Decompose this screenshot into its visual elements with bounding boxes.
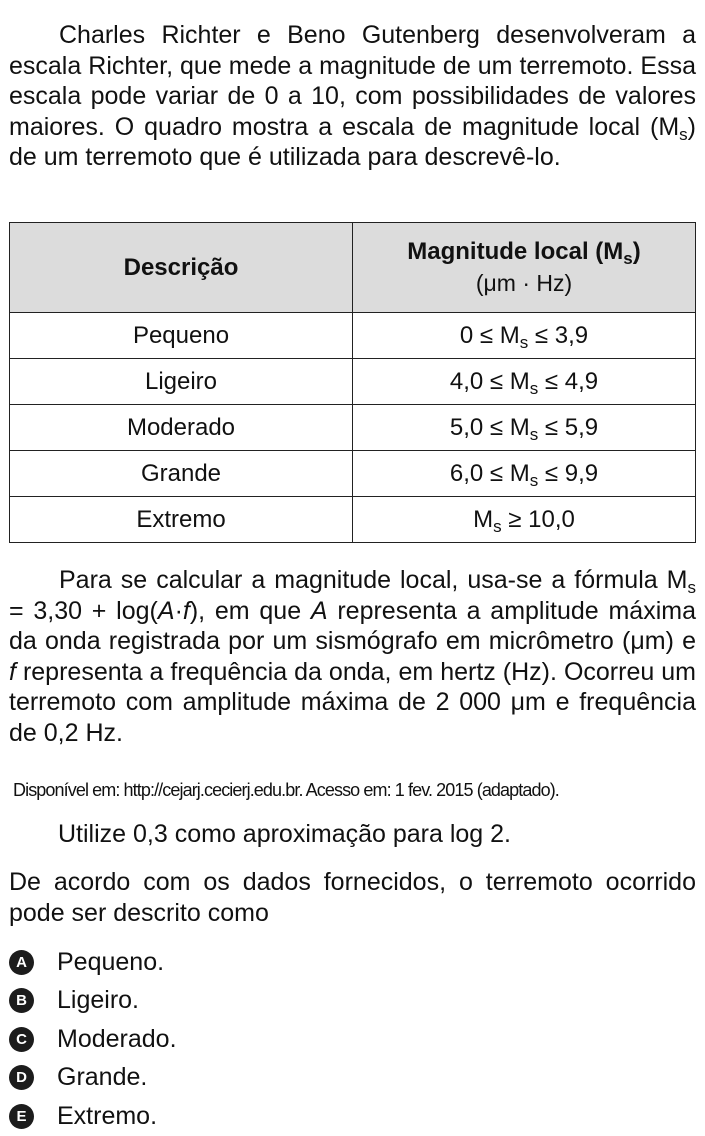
option-d[interactable] <box>9 1059 177 1098</box>
table-header-row <box>10 223 696 313</box>
question-stem: De acordo com os dados fornecidos, o terremoto ocorrido pode ser descrito como <box>9 868 696 927</box>
intro-paragraph: Charles Richter e Beno Gutenberg desenvolveram a escala Richter, que mede a magnitude de um terremoto. Essa escala pode variar de 0 a 10, com possibilidades de valores maiores. O quadro mostra a escala de magnitude local $(M_s)$ de um terremoto que é utilizada para descrevê-lo. <box>9 21 696 171</box>
option-a[interactable] <box>9 943 177 982</box>
row-description: Ligeiro <box>10 359 353 405</box>
table-row <box>10 451 696 497</box>
row-description: Extremo <box>10 497 353 543</box>
option-b[interactable] <box>9 982 177 1021</box>
formula-paragraph: Para se calcular a magnitude local, usa-se a fórmula $M_s = 3,30 + \log(A\cdot f)$, em que A representa a amplitude máxima da onda registrada por um sismógrafo em micrômetro (μm) e f representa a frequência da onda, em hertz (Hz). Ocorreu um terremoto com amplitude máxima de 2 000 μm e frequência de 0,2 Hz. <box>9 566 696 747</box>
table-row <box>10 497 696 543</box>
richter-scale-table <box>9 222 696 543</box>
row-description: Pequeno <box>10 313 353 359</box>
row-description: Grande <box>10 451 353 497</box>
row-magnitude: $0 \le M_s \le 3,9$ <box>353 313 696 359</box>
option-text: Moderado. <box>57 1024 177 1053</box>
header-unit: (μm · Hz) <box>475 270 573 296</box>
header-magnitude: Magnitude local $(M_s)$ (μm · Hz) <box>353 223 696 313</box>
option-letter-badge: A <box>9 950 34 975</box>
row-magnitude: $M_s \ge 10,0$ <box>353 497 696 543</box>
row-description: Moderado <box>10 405 353 451</box>
option-text: Extremo. <box>57 1101 158 1130</box>
option-letter-badge: C <box>9 1027 34 1052</box>
option-text: Ligeiro. <box>57 986 139 1015</box>
option-text: Pequeno. <box>57 947 165 976</box>
answer-options <box>9 943 177 1136</box>
option-c[interactable] <box>9 1020 177 1059</box>
row-magnitude: $5,0 \le M_s \le 5,9$ <box>353 405 696 451</box>
header-description: Descrição <box>10 223 353 313</box>
option-letter-badge: B <box>9 988 34 1013</box>
table-row <box>10 405 696 451</box>
table-row <box>10 313 696 359</box>
row-magnitude: $6,0 \le M_s \le 9,9$ <box>353 451 696 497</box>
option-letter-badge: E <box>9 1104 34 1129</box>
option-letter-badge: D <box>9 1065 34 1090</box>
row-magnitude: $4,0 \le M_s \le 4,9$ <box>353 359 696 405</box>
table-row <box>10 359 696 405</box>
log-hint: Utilize 0,3 como aproximação para log 2. <box>58 820 512 848</box>
source-citation: Disponível em: http://cejarj.cecierj.edu.br. Acesso em: 1 fev. 2015 (adaptado). <box>13 780 559 800</box>
option-text: Grande. <box>57 1063 148 1092</box>
option-e[interactable] <box>9 1097 177 1136</box>
